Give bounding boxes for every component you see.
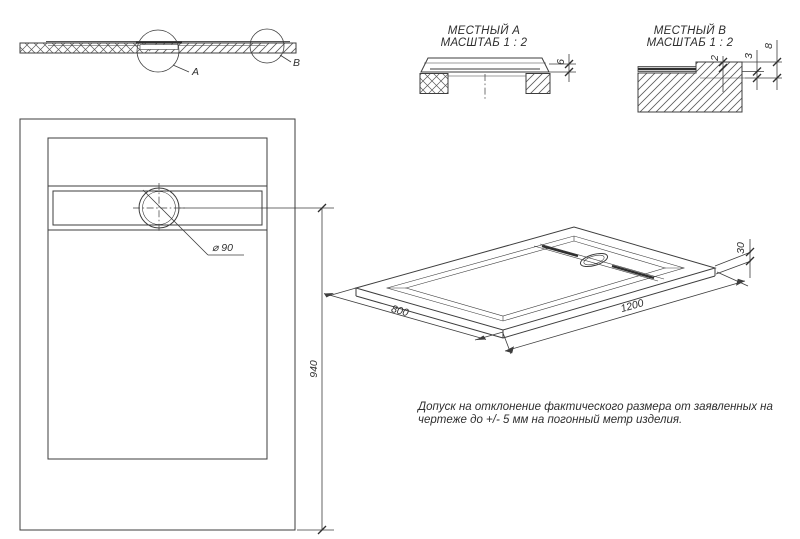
plan-view [20,119,334,534]
detail-a-cover [421,58,549,72]
detail-a-callout-label: A [192,66,200,78]
dim940-label: 940 [308,360,320,378]
dim800-ext1 [328,288,356,296]
drain-leader [143,190,208,255]
detail-a-view [420,24,576,101]
drain-diameter-label: ⌀ 90 [212,242,233,254]
detail-b-callout-label: B [293,57,301,69]
detail-b-depth-dim: 3 [743,53,755,59]
detail-a-body-left [420,74,448,94]
leader-b [280,55,291,62]
leader-a [173,65,189,72]
dim800-arrow-left [324,293,334,298]
section-drain-recess [140,45,178,50]
dim1200-line [505,281,745,351]
dim800-label: 800 [389,302,410,320]
detail-a-title: МЕСТНЫЙ А [447,25,521,37]
dim800-arrow-right [476,336,486,341]
section-hatch-left [20,43,150,53]
dim1200-arrow-left [505,346,514,353]
isometric-view [324,227,754,354]
iso-bottom-edge-left [356,296,503,338]
detail-a-body-right [526,74,550,94]
dim1200-ext2 [717,272,748,286]
tolerance-note [416,401,773,426]
dim1200-label: 1200 [619,297,646,316]
plan-outer-edge [20,119,295,530]
note-line-2: чертеже до +/- 5 мм на погонный метр изделия. [418,414,683,426]
cross-section-view [20,29,300,78]
iso-drain-inner [583,253,605,266]
detail-b-view [638,24,782,112]
iso-channel-grate2 [612,266,654,278]
dim1200-arrow-right [736,279,745,286]
iso-channel-grate1 [542,246,578,256]
detail-b-title: МЕСТНЫЙ В [653,25,727,37]
note-line-1: Допуск на отклонение фактического размера от заявленных на [418,401,773,413]
detail-b-scale: МАСШТАБ 1 : 2 [646,37,734,49]
iso-bottom-edge-right [503,276,715,338]
dim30-label: 30 [735,242,747,254]
detail-b-height-dim: 8 [763,43,775,49]
detail-b-step-dim: 2 [709,55,721,61]
detail-a-thickness-dim: 6 [555,59,567,65]
dim30-ext2 [716,261,751,274]
detail-a-scale: МАСШТАБ 1 : 2 [440,37,528,49]
